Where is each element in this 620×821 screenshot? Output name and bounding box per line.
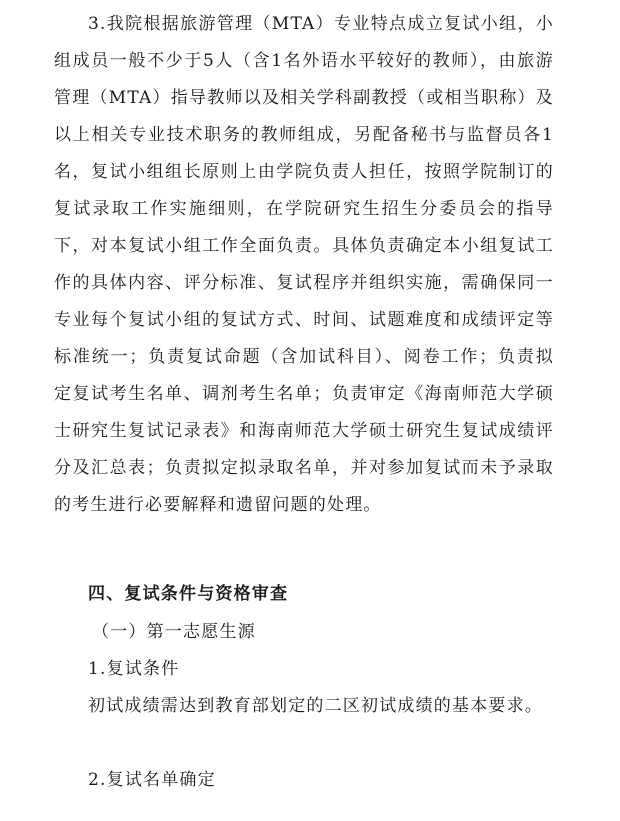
item-1-title: 1.复试条件 [88, 659, 180, 679]
section-heading: 四、复试条件与资格审查 [88, 584, 289, 604]
item-1-text: 初试成绩需达到教育部划定的二区初试成绩的基本要求。 [88, 696, 543, 716]
subsection-heading: （一）第一志愿生源 [92, 622, 256, 642]
paragraph-review-group: 3.我院根据旅游管理（MTA）专业特点成立复试小组，小组成员一般不少于5人（含1名外语水平较好的教师），由旅游管理（MTA）指导教师以及相关学科副教授（或相当职称）及以上相关专业技术职务的教师组成，另配备秘书与监督员各1名，复试小组组长原则上由学院负责人担任，按照学院制订的复试录取工作实施细则，在学院研究生招生分委员会的指导下，对本复试小组工作全面负责。具体负责确定本小组复试工作的具体内容、评分标准、复试程序并组织实施，需确保同一专业每个复试小组的复试方式、时间、试题难度和成绩评定等标准统一；负责复试命题（含加试科目）、阅卷工作；负责拟定复试考生名单、调剂考生名单；负责审定《海南师范大学硕士研究生复试记录表》和海南师范大学硕士研究生复试成绩评分及汇总表；负责拟定拟录取名单，并对参加复试而未予录取的考生进行必要解释和遗留问题的处理。 [54, 14, 554, 515]
item-2-title: 2.复试名单确定 [88, 770, 216, 790]
